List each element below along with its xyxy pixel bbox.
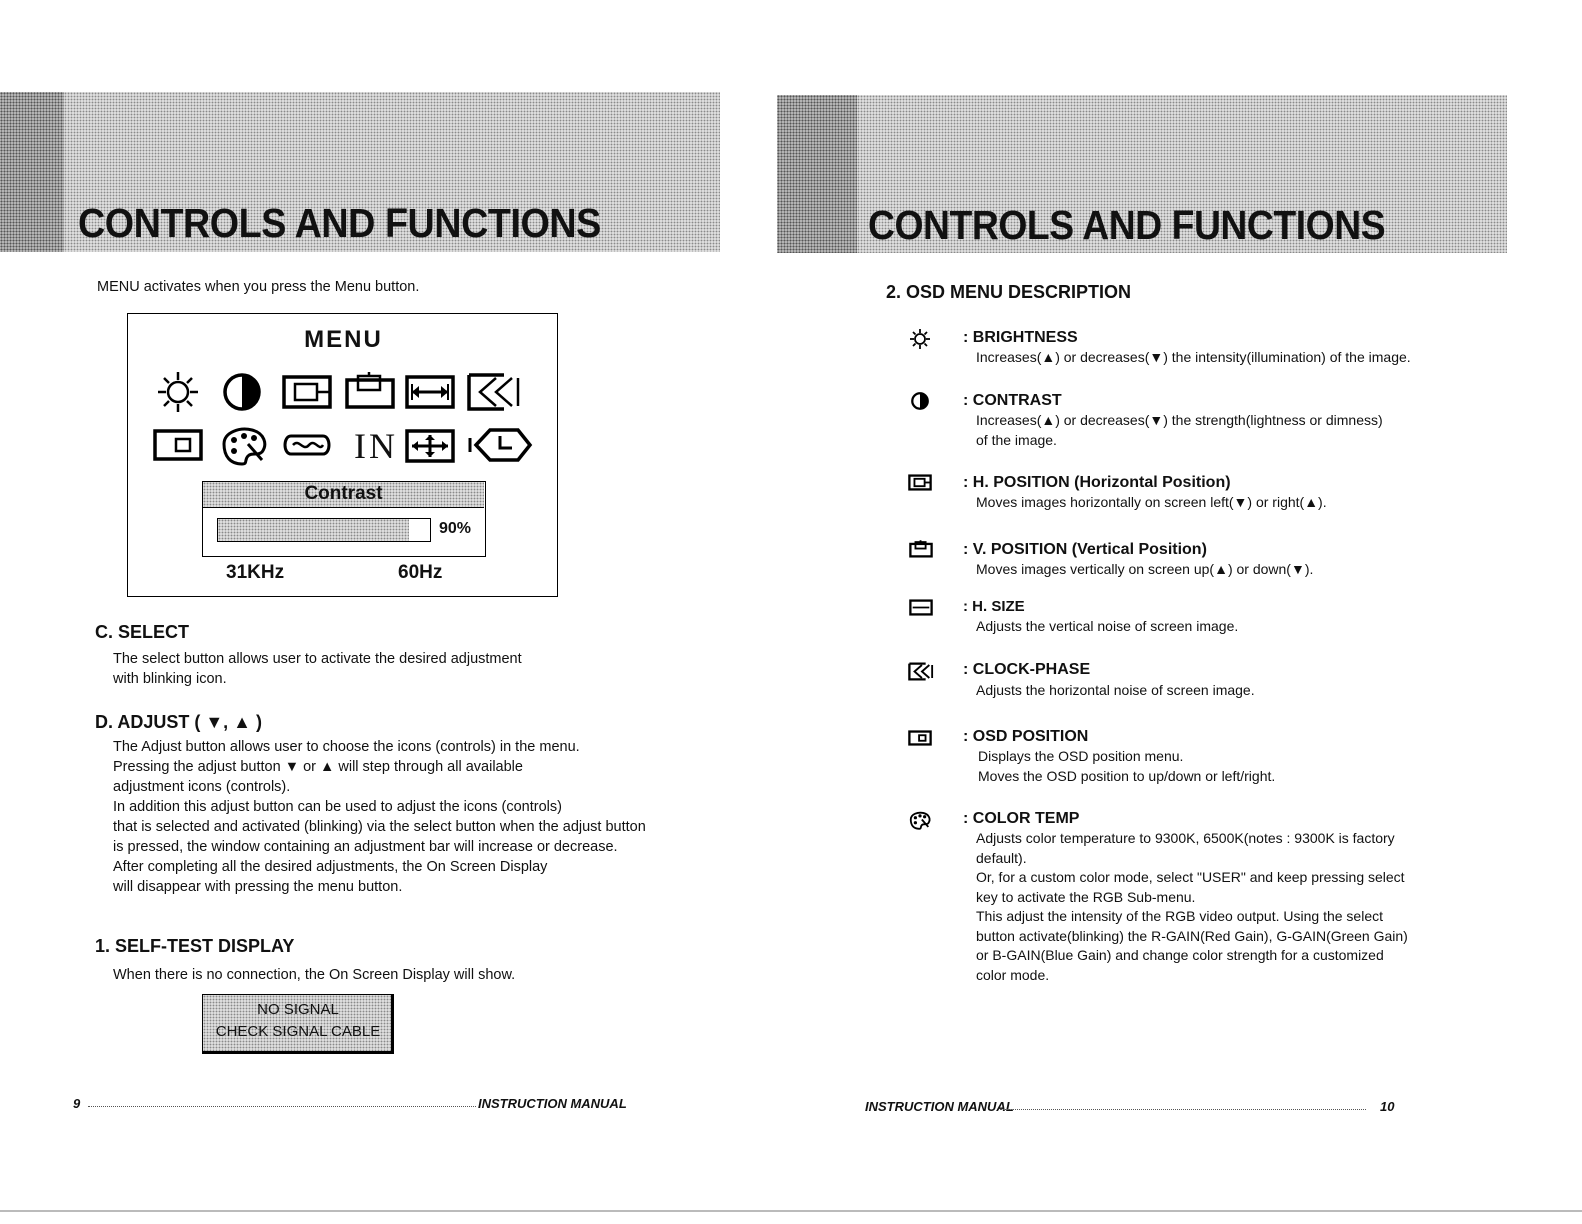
contrast-icon (220, 370, 264, 414)
color-temp-icon (908, 810, 932, 830)
adjust-line: In addition this adjust button can be used to adjust the icons (controls) (113, 799, 562, 815)
h-position-icon (281, 374, 333, 410)
adjust-line: adjustment icons (controls). (113, 779, 291, 795)
right-banner-title: CONTROLS AND FUNCTIONS (868, 202, 1386, 248)
left-banner-title: CONTROLS AND FUNCTIONS (78, 200, 601, 246)
brightness-icon (909, 328, 931, 350)
desc-line: Moves images vertically on screen up(▲) or down(▼). (976, 561, 1314, 577)
menu-title: MENU (304, 326, 383, 353)
right-banner-tab (777, 95, 857, 253)
adjust-bar-track (217, 518, 431, 542)
v-position-icon (344, 372, 396, 410)
h-size-icon (404, 374, 456, 410)
osd-position-icon (152, 428, 204, 462)
adjust-title: Contrast (304, 483, 383, 504)
brightness-icon (156, 370, 200, 414)
osd-item-label: : H. SIZE (963, 598, 1025, 615)
adjust-line: Pressing the adjust button ▼ or ▲ will step through all available (113, 759, 523, 775)
h-position-icon (908, 474, 932, 491)
input-label: IN (354, 426, 398, 466)
osd-position-icon (908, 730, 932, 746)
page-bottom-edge (0, 1210, 1582, 1212)
adjust-bar-fill (218, 519, 409, 541)
desc-line: color mode. (976, 966, 1050, 983)
adjust-line: is pressed, the window containing an adjustment bar will increase or decrease. (113, 839, 618, 855)
adjust-line: After completing all the desired adjustments, the On Screen Display (113, 859, 548, 875)
desc-line: of the image. (976, 431, 1057, 448)
adjust-line: will disappear with pressing the menu button. (113, 879, 403, 895)
osd-item-label: : H. POSITION (Horizontal Position) (963, 474, 1231, 491)
adjust-window (202, 481, 486, 557)
desc-line: or B-GAIN(Blue Gain) and change color strength for a customized (976, 947, 1384, 963)
desc-line: default). (976, 849, 1027, 866)
osd-item-desc (976, 617, 1238, 637)
desc-line: Moves the OSD position to up/down or left/right. (978, 767, 1276, 784)
osd-item-label: : BRIGHTNESS (963, 329, 1078, 346)
osd-item-label: : OSD POSITION (963, 728, 1089, 745)
contrast-icon (910, 391, 930, 411)
no-signal-line: NO SIGNAL (257, 1001, 339, 1018)
adjust-heading: D. ADJUST ( ▼, ▲ ) (95, 712, 262, 732)
osd-item-label: : COLOR TEMP (963, 810, 1080, 827)
degauss-icon (281, 428, 333, 462)
osd-item-label: : CONTRAST (963, 392, 1062, 409)
menu-intro: MENU activates when you press the Menu button. (97, 279, 420, 295)
menu-panel (127, 313, 558, 597)
desc-line: Adjusts the vertical noise of screen image. (976, 618, 1239, 634)
selftest-heading: 1. SELF-TEST DISPLAY (95, 936, 295, 956)
osd-item-label: : CLOCK-PHASE (963, 661, 1091, 678)
desc-line: This adjust the intensity of the RGB video output. Using the select (976, 908, 1383, 924)
left-page-number: 9 (73, 1096, 81, 1111)
adjust-line: The Adjust button allows user to choose the icons (controls) in the menu. (113, 739, 580, 755)
adjust-line: that is selected and activated (blinking) via the select button when the adjust button (113, 819, 646, 835)
select-heading: C. SELECT (95, 622, 190, 642)
desc-line: key to activate the RGB Sub-menu. (976, 888, 1196, 905)
osd-item-desc (976, 560, 1313, 580)
left-banner-tab (0, 92, 64, 252)
clock-phase-icon (908, 662, 934, 681)
no-signal-box (202, 994, 394, 1054)
desc-line: button activate(blinking) the R-GAIN(Red Gain), G-GAIN(Green Gain) (976, 927, 1408, 944)
desc-line: Adjusts color temperature to 9300K, 6500K(notes : 9300K is factory (976, 830, 1395, 846)
desc-line: Increases(▲) or decreases(▼) the strength(lightness or dimness) (976, 412, 1383, 428)
zoom-icon (404, 428, 456, 464)
left-footer-dots (88, 1106, 476, 1107)
select-line: with blinking icon. (113, 671, 227, 687)
desc-line: Moves images horizontally on screen left(▼) or right(▲). (976, 494, 1327, 510)
left-footer-text: INSTRUCTION MANUAL (478, 1096, 627, 1111)
adjust-value: 90% (439, 520, 472, 537)
desc-line: Increases(▲) or decreases(▼) the intensity(illumination) of the image. (976, 349, 1411, 365)
v-freq-label: 60Hz (398, 562, 443, 583)
desc-line: Adjusts the horizontal noise of screen image. (976, 682, 1255, 698)
right-page-number: 10 (1380, 1099, 1395, 1114)
recall-icon (468, 424, 534, 466)
adjust-text (113, 737, 646, 897)
check-cable-line: CHECK SIGNAL CABLE (215, 1023, 381, 1040)
v-position-icon (909, 540, 933, 558)
osd-item-desc (976, 348, 1411, 368)
color-temp-icon (218, 424, 270, 466)
right-footer-dots (1000, 1109, 1366, 1110)
osd-item-desc (976, 681, 1255, 701)
osd-item-desc (978, 747, 1275, 786)
h-size-icon (909, 599, 933, 616)
h-freq-label: 31KHz (226, 562, 285, 583)
osd-item-desc (976, 829, 1408, 985)
osd-item-label: : V. POSITION (Vertical Position) (963, 541, 1207, 558)
clock-phase-icon (466, 372, 522, 412)
select-text (113, 649, 522, 689)
selftest-text: When there is no connection, the On Screen Display will show. (113, 967, 516, 983)
osd-section-heading: 2. OSD MENU DESCRIPTION (886, 282, 1132, 302)
desc-line: Displays the OSD position menu. (978, 748, 1184, 764)
osd-item-desc (976, 493, 1327, 513)
select-line: The select button allows user to activate the desired adjustment (113, 651, 522, 667)
desc-line: Or, for a custom color mode, select "USER" and keep pressing select (976, 869, 1405, 885)
osd-item-desc (976, 411, 1383, 450)
right-footer-text: INSTRUCTION MANUAL (865, 1099, 1014, 1114)
